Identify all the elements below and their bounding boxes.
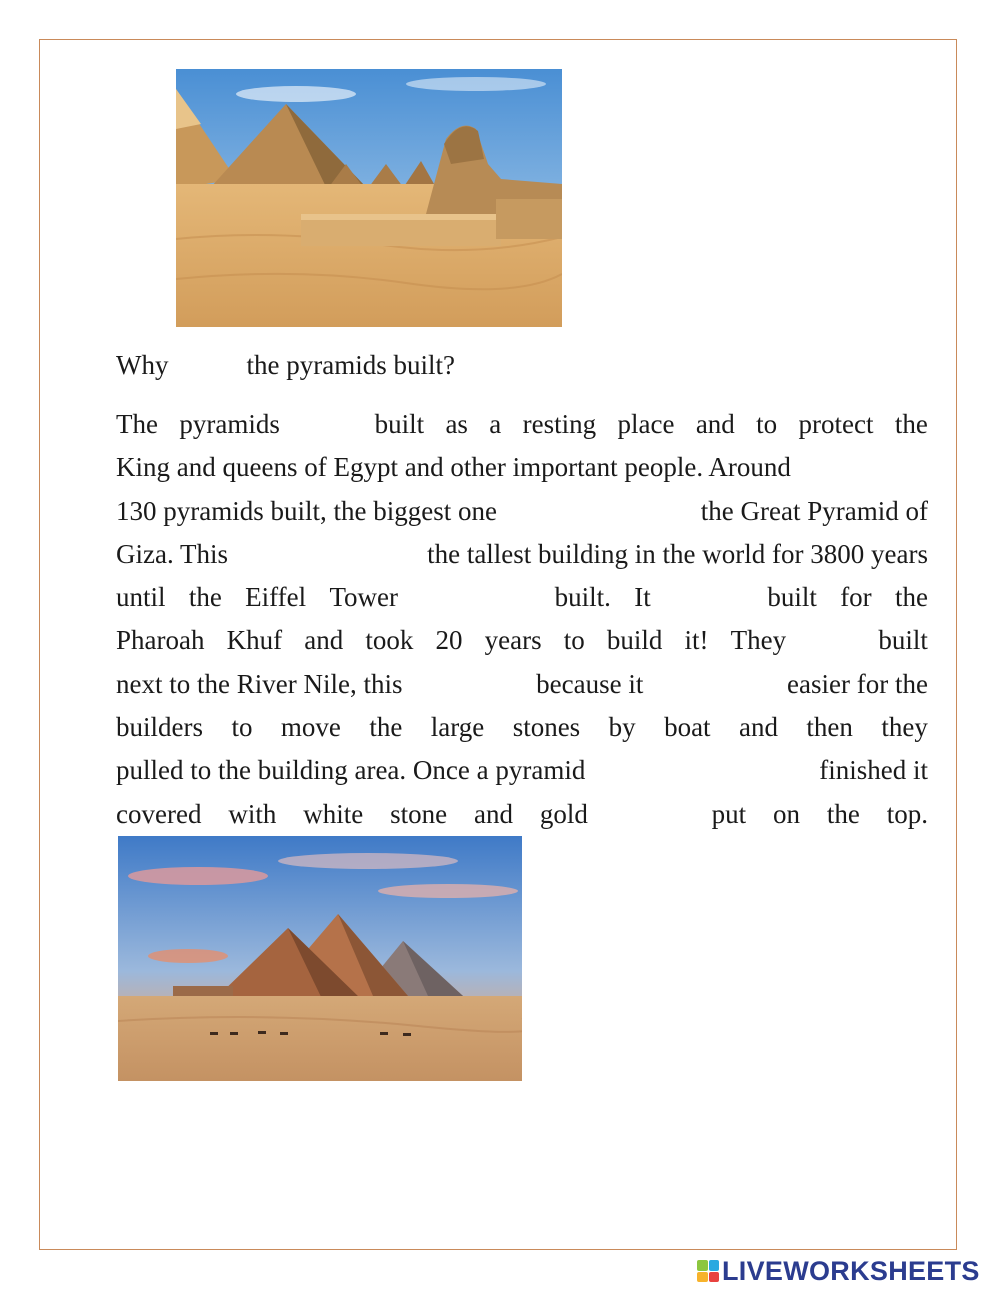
- passage-line: [116, 446, 928, 489]
- passage-text: boat: [664, 712, 711, 743]
- passage-text: the: [826, 798, 860, 829]
- passage-text: a: [489, 409, 502, 439]
- passage-text: and: [304, 625, 344, 656]
- passage-text: put: [711, 798, 747, 829]
- passage-text: stones: [512, 712, 581, 743]
- passage-text: resting: [522, 409, 597, 439]
- passage-text: move: [280, 712, 341, 743]
- passage-text: 20: [435, 625, 463, 656]
- passage-line: [116, 533, 928, 576]
- passage-text: Giza. This: [116, 538, 228, 569]
- pyramids-sphinx-image: [176, 69, 562, 327]
- passage-text: and: [695, 409, 735, 439]
- answer-blank: [303, 533, 353, 576]
- passage-text: and: [739, 712, 778, 743]
- liveworksheets-logo: [697, 1255, 980, 1287]
- passage-text: on: [772, 798, 800, 829]
- passage-text: the: [369, 712, 403, 743]
- passage-text: It: [634, 582, 651, 613]
- answer-blank: [301, 403, 353, 446]
- passage-line: [116, 793, 928, 836]
- passage-line: [116, 490, 928, 533]
- passage-text: Tower: [329, 582, 399, 613]
- brand-name: LIVEWORKSHEETS: [722, 1255, 980, 1286]
- passage-text: They: [730, 625, 787, 656]
- passage-text: easier for the: [787, 668, 928, 699]
- question-line: [116, 345, 455, 385]
- passage-text: covered: [116, 798, 202, 829]
- passage-text: years: [484, 625, 542, 656]
- passage-text: by: [608, 712, 636, 743]
- passage-line: [116, 749, 928, 792]
- answer-blank: [438, 663, 500, 706]
- passage-text: builders: [116, 712, 203, 743]
- passage-text: built.: [554, 582, 611, 613]
- passage-line: [116, 576, 928, 619]
- passage-text: stone: [390, 798, 448, 829]
- passage-text: for: [840, 582, 872, 613]
- passage-text: finished it: [819, 755, 928, 786]
- passage-text: built: [767, 582, 817, 613]
- passage-text: gold: [539, 798, 588, 829]
- passage-text: pulled to the building area. Once a pyramid: [116, 755, 586, 786]
- passage-line: [116, 706, 928, 749]
- passage-text: it!: [684, 625, 709, 656]
- passage-text: to: [563, 625, 585, 656]
- passage-text: Khuf: [226, 625, 283, 656]
- question-word-why: Why: [116, 350, 169, 380]
- answer-blank: [667, 749, 737, 792]
- question-text: the pyramids built?: [246, 350, 455, 380]
- passage-text: built: [374, 409, 425, 439]
- passage-text: the tallest building in the world for 3800 years: [427, 538, 928, 569]
- passage-text: 130 pyramids built, the biggest one: [116, 495, 497, 526]
- passage-text: build: [606, 625, 663, 656]
- passage-text: The: [116, 409, 158, 439]
- passage-text: the Great Pyramid of: [700, 495, 928, 526]
- answer-blank: [674, 576, 744, 619]
- passage-text: built: [878, 625, 928, 656]
- passage-text: they: [881, 712, 928, 743]
- passage-text: King and queens of Egypt and other important people. Around: [116, 452, 791, 483]
- answer-blank: [808, 619, 856, 662]
- passage-text: as: [445, 409, 468, 439]
- giza-pyramids-image: [118, 836, 522, 1081]
- answer-blank: [421, 576, 531, 619]
- passage-text: the: [188, 582, 222, 613]
- passage-text: and: [473, 798, 513, 829]
- pyramids-sphinx-illustration: [176, 69, 562, 327]
- giza-pyramids-illustration: [118, 836, 522, 1081]
- passage-text: top.: [886, 798, 928, 829]
- passage-line: [116, 619, 928, 662]
- passage-text: protect: [798, 409, 874, 439]
- passage-text: pyramids: [179, 409, 280, 439]
- passage-line: [116, 403, 928, 446]
- answer-blank: [615, 793, 685, 836]
- passage-text: to: [756, 409, 778, 439]
- answer-blank: [679, 663, 751, 706]
- passage-text: Eiffel: [245, 582, 307, 613]
- passage-text: Pharoah: [116, 625, 205, 656]
- liveworksheets-logo-icon: [697, 1260, 719, 1282]
- passage-text: because it: [536, 668, 644, 699]
- passage-text: white: [303, 798, 364, 829]
- passage-text: next to the River Nile, this: [116, 668, 403, 699]
- passage-text: the: [894, 582, 928, 613]
- passage-text: large: [430, 712, 485, 743]
- passage-text: the: [894, 409, 928, 439]
- passage-text: took: [365, 625, 414, 656]
- reading-passage: [116, 403, 928, 836]
- answer-blank: [569, 490, 629, 533]
- passage-text: place: [617, 409, 675, 439]
- passage-line: [116, 663, 928, 706]
- passage-text: then: [806, 712, 853, 743]
- passage-text: with: [228, 798, 277, 829]
- passage-text: until: [116, 582, 166, 613]
- passage-text: to: [231, 712, 253, 743]
